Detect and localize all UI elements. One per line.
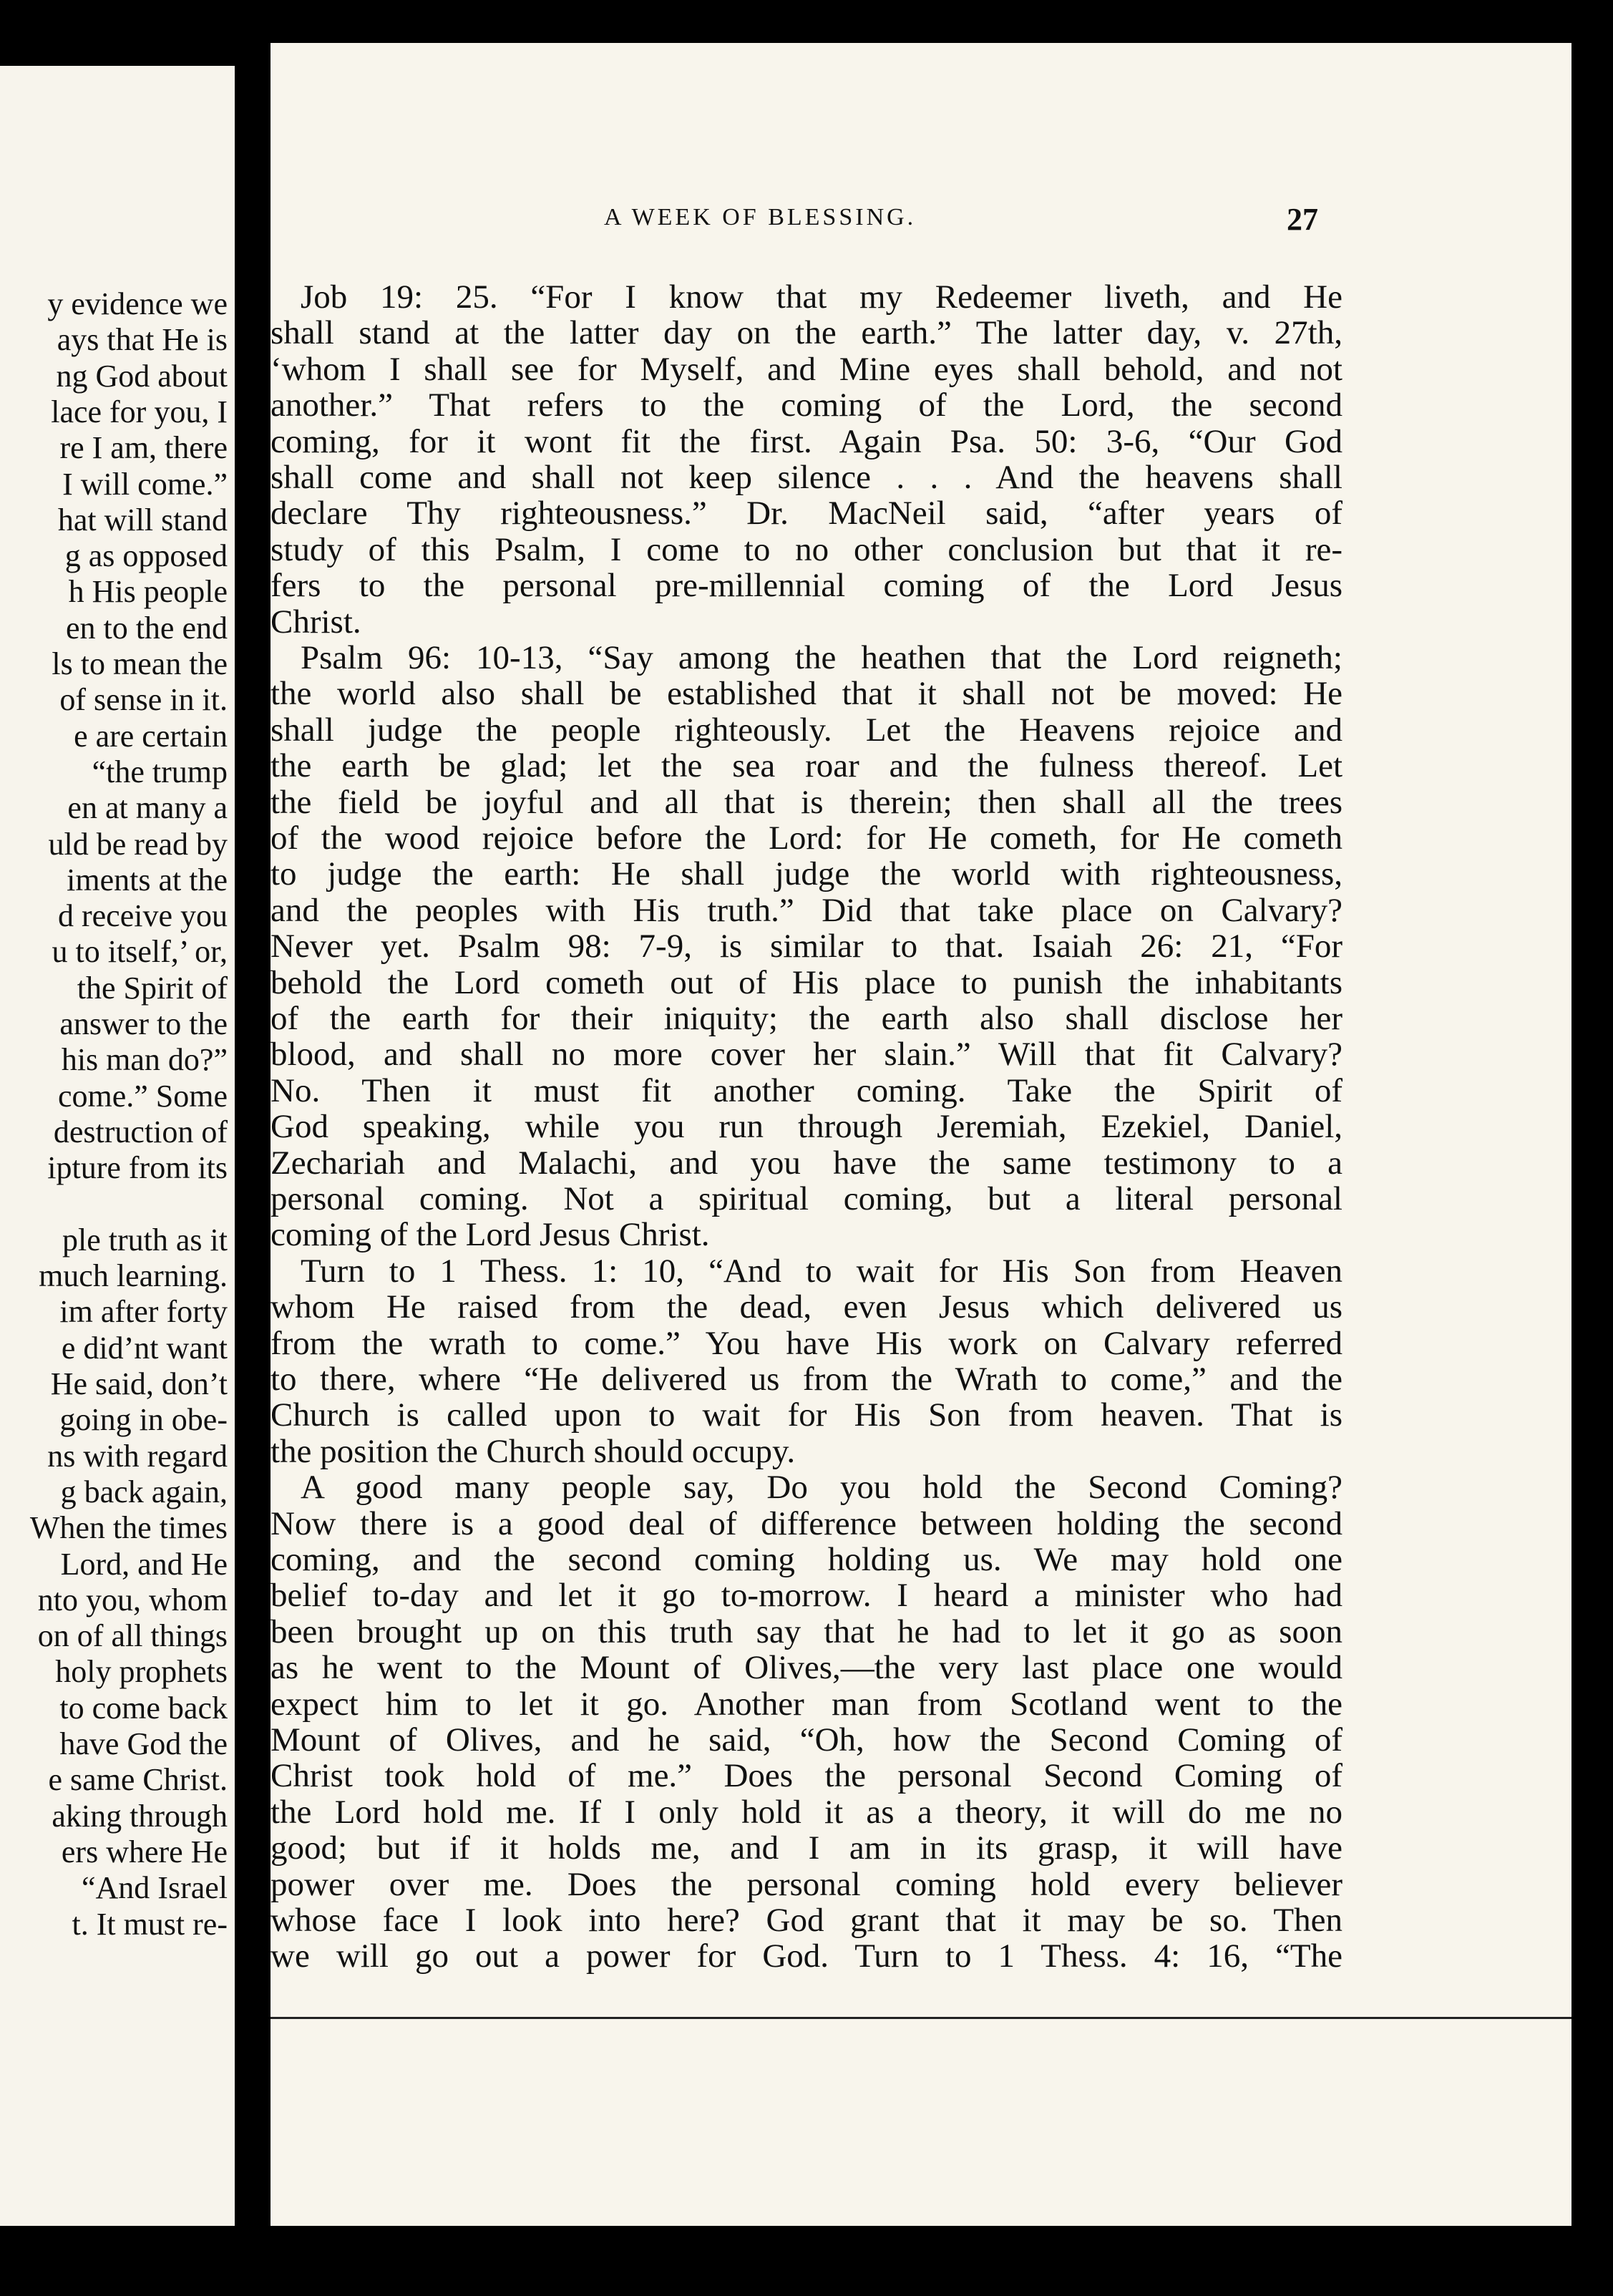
body-line: Mount of Olives, and he said, “Oh, how the Second Coming of (271, 1721, 1342, 1759)
left-page-fragment (0, 66, 235, 2227)
left-page-line: hat will stand (57, 502, 228, 537)
left-page-line: much learning. (39, 1258, 228, 1294)
body-line: Never yet. Psalm 98: 7-9, is similar to that. Isaiah 26: 21, “For (271, 928, 1342, 965)
running-title: A WEEK OF BLESSING. (604, 204, 917, 230)
left-page-line: “the trump (92, 754, 228, 789)
left-page-line: re I am, there (59, 430, 228, 466)
left-page-line: nto you, whom (37, 1582, 228, 1618)
left-page-line: ipture from its (47, 1150, 228, 1186)
body-line: Zechariah and Malachi, and you have the same testimony to a (271, 1144, 1342, 1182)
body-line: whom He raised from the dead, even Jesus which delivered us (271, 1288, 1342, 1326)
left-page-line: uld be read by (48, 826, 228, 862)
page-header (271, 204, 1571, 247)
left-page-line: have God the (59, 1726, 228, 1761)
body-line: declare Thy righteousness.” Dr. MacNeil said, “after years of (271, 495, 1342, 532)
body-line: Psalm 96: 10-13, “Say among the heathen that the Lord reigneth; (301, 639, 1342, 676)
left-page-line: going in obe- (59, 1402, 228, 1438)
scan-line (271, 2017, 1571, 2019)
left-page-line: y evidence we (47, 286, 228, 321)
left-page-line: his man do?” (61, 1042, 228, 1078)
body-line: Church is called upon to wait for His Son from heaven. That is (271, 1396, 1342, 1434)
scan-border-bottom (0, 2226, 1613, 2296)
body-line: behold the Lord cometh out of His place to punish the inhabitants (271, 963, 1342, 1001)
body-line: the earth be glad; let the sea roar and the fulness thereof. Let (271, 747, 1342, 785)
left-page-line: to come back (59, 1690, 228, 1726)
body-line: ‘whom I shall see for Myself, and Mine eyes shall behold, and not (271, 350, 1342, 388)
body-line: Now there is a good deal of difference between holding the second (271, 1504, 1342, 1542)
body-line: expect him to let it go. Another man from Scotland went to the (271, 1685, 1342, 1723)
body-line: Christ. (271, 603, 361, 641)
left-page-line: d receive you (58, 898, 228, 934)
left-page-line: en at many a (67, 790, 228, 826)
body-line: the position the Church should occupy. (271, 1432, 796, 1470)
body-line: as he went to the Mount of Olives,—the very last place one would (271, 1649, 1342, 1687)
body-line: good; but if it holds me, and I am in its grasp, it will have (271, 1829, 1342, 1867)
left-page-line: h His people (68, 574, 228, 610)
left-page-line: He said, don’t (50, 1366, 228, 1401)
left-page-line: e did’nt want (61, 1330, 228, 1366)
body-line: personal coming. Not a spiritual coming, but a literal personal (271, 1180, 1342, 1217)
body-line: fers to the personal pre-millennial coming of the Lord Jesus (271, 567, 1342, 605)
left-page-line: g as opposed (64, 538, 228, 574)
body-line: shall come and shall not keep silence . . . And the heavens shall (271, 459, 1342, 496)
body-line: the world also shall be established that it shall not be moved: He (271, 675, 1342, 713)
left-page-line: ple truth as it (62, 1222, 228, 1258)
left-page-line: aking through (52, 1798, 228, 1834)
body-line: shall judge the people righteously. Let the Heavens rejoice and (271, 711, 1342, 749)
left-page-line: the Spirit of (77, 970, 228, 1006)
left-page-line: e same Christ. (48, 1762, 228, 1798)
left-page-line: iments at the (67, 862, 228, 898)
left-page-line: “And Israel (81, 1870, 228, 1906)
body-line: No. Then it must fit another coming. Take the Spirit of (271, 1071, 1342, 1109)
left-page-line: im after forty (59, 1294, 228, 1330)
body-line: God speaking, while you run through Jeremiah, Ezekiel, Daniel, (271, 1108, 1342, 1146)
left-page-line: answer to the (59, 1006, 228, 1041)
body-line: the Lord hold me. If I only hold it as a theory, it will do me no (271, 1793, 1342, 1831)
body-line: coming, and the second coming holding us. We may hold one (271, 1541, 1342, 1578)
page-gutter (235, 43, 271, 2296)
left-page-line: destruction of (53, 1114, 228, 1149)
body-line: A good many people say, Do you hold the Second Coming? (301, 1469, 1342, 1507)
body-line: another.” That refers to the coming of the Lord, the second (271, 386, 1342, 424)
left-page-line: ng God about (56, 358, 228, 394)
body-line: study of this Psalm, I come to no other conclusion but that it re- (271, 530, 1342, 568)
left-page-line: I will come.” (62, 466, 228, 502)
left-page-line: ns with regard (47, 1438, 228, 1474)
body-line: shall stand at the latter day on the earth.” The latter day, v. 27th, (271, 314, 1342, 352)
left-page-line: lace for you, I (51, 394, 228, 429)
body-line: belief to-day and let it go to-morrow. I heard a minister who had (271, 1577, 1342, 1615)
page-number: 27 (1287, 202, 1318, 237)
body-line: to there, where “He delivered us from the Wrath to come,” and the (271, 1361, 1342, 1398)
body-line: Christ took hold of me.” Does the personal Second Coming of (271, 1757, 1342, 1795)
left-page-line: ls to mean the (52, 646, 228, 681)
scan-border-top (0, 0, 1613, 43)
body-line: the field be joyful and all that is therein; then shall all the trees (271, 783, 1342, 821)
left-page-line: e are certain (74, 718, 228, 754)
body-line: we will go out a power for God. Turn to 1 Thess. 4: 16, “The (271, 1937, 1342, 1975)
body-line: from the wrath to come.” You have His work on Calvary referred (271, 1324, 1342, 1362)
left-page-line: When the times (29, 1510, 228, 1546)
body-line: and the peoples with His truth.” Did that take place on Calvary? (271, 891, 1342, 929)
left-page-line: t. It must re- (72, 1906, 228, 1942)
left-page-line: on of all things (37, 1618, 228, 1654)
left-page-line: ers where He (61, 1834, 228, 1869)
body-line: of the wood rejoice before the Lord: for He cometh, for He cometh (271, 819, 1342, 857)
left-page-line: come.” Some (57, 1078, 228, 1114)
body-line: Job 19: 25. “For I know that my Redeemer liveth, and He (301, 278, 1342, 316)
body-line: whose face I look into here? God grant that it may be so. Then (271, 1902, 1342, 1939)
body-line: been brought up on this truth say that he had to let it go as soon (271, 1612, 1342, 1650)
body-line: Turn to 1 Thess. 1: 10, “And to wait for His Son from Heaven (301, 1252, 1342, 1290)
left-page-line: en to the end (65, 610, 228, 646)
left-page-line: of sense in it. (59, 682, 228, 718)
body-line: to judge the earth: He shall judge the world with righteousness, (271, 855, 1342, 893)
left-page-line: g back again, (60, 1474, 228, 1509)
left-page-line: ays that He is (57, 322, 228, 358)
right-page (271, 43, 1571, 2226)
body-line: blood, and shall no more cover her slain.” Will that fit Calvary? (271, 1036, 1342, 1074)
body-line: power over me. Does the personal coming hold every believer (271, 1865, 1342, 1903)
left-page-line: Lord, and He (60, 1546, 228, 1582)
left-page-line: holy prophets (55, 1654, 228, 1690)
body-line: coming, for it wont fit the first. Again Psa. 50: 3-6, “Our God (271, 422, 1342, 460)
scan-border-right (1571, 0, 1613, 2296)
body-line: of the earth for their iniquity; the earth also shall disclose her (271, 1000, 1342, 1037)
left-page-line: u to itself,’ or, (52, 934, 228, 970)
body-line: coming of the Lord Jesus Christ. (271, 1216, 710, 1254)
